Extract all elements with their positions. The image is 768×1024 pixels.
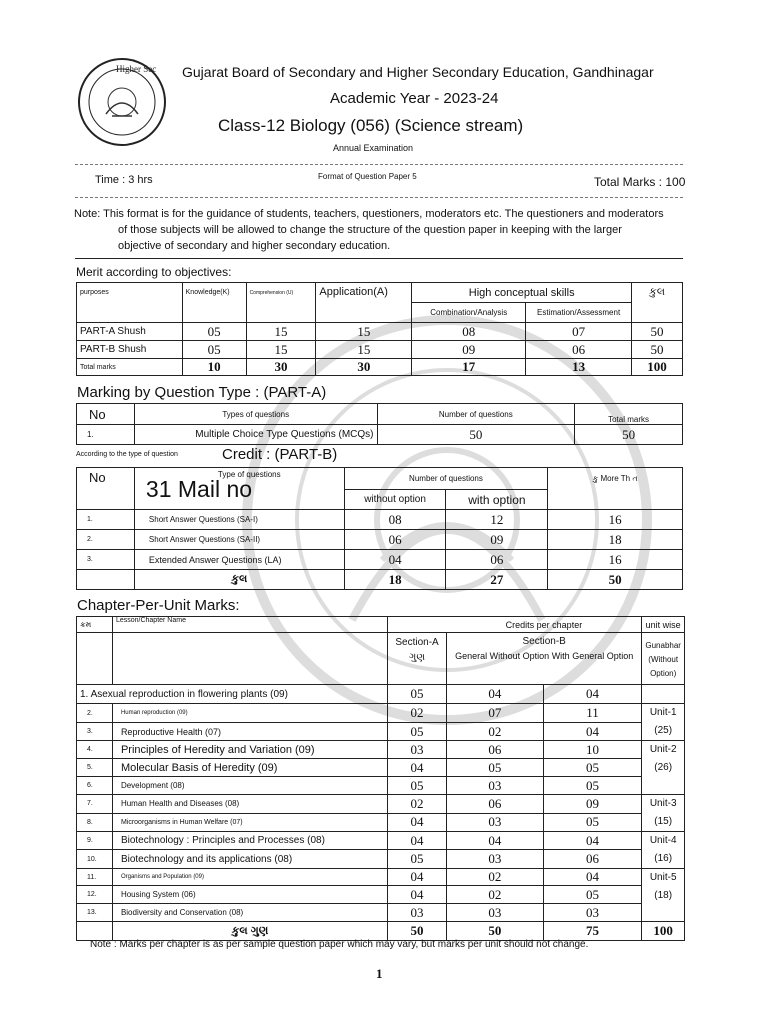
cell: 12. [77,886,113,904]
cell: 16 [548,510,683,530]
cell: 08 [344,510,446,530]
cell [642,685,685,704]
cell: 03 [447,904,544,922]
cell: 50 [447,922,544,941]
col-header: unit wise [642,617,685,633]
unit-name: Unit-1 [649,707,677,718]
cell: 05 [388,723,447,741]
cell: Molecular Basis of Heredity (09) [112,759,387,777]
cell: 05 [543,813,642,832]
col-header [134,468,344,510]
cell: 04 [543,723,642,741]
section-b-sub: General Without Option With General Option [455,651,634,661]
cell: 08 [412,323,526,341]
total-marks: Total Marks : 100 [594,175,686,189]
table-row [77,759,685,777]
cell: 18 [548,530,683,550]
cell: 3. [77,550,135,570]
course-title: Class-12 Biology (056) (Science stream) [218,116,524,135]
table-row [77,704,685,723]
cell: 16 [548,550,683,570]
cell: 05 [388,850,447,869]
unit-name: Unit-3 [649,798,677,809]
cell: 10 [543,741,642,759]
cell: 02 [447,886,544,904]
cell: Principles of Heredity and Variation (09) [112,741,387,759]
cell: 1. [77,510,135,530]
cell: 50 [377,425,575,445]
row-label: Total marks [77,359,183,376]
part-b-caption: According to the type of question [76,451,178,458]
cell: 30 [316,359,412,376]
cell: 04 [388,869,447,886]
cell: 15 [316,341,412,359]
note-line: Note: This format is for the guidance of students, teachers, questioners, moderators etc. The questioners and moderators [74,208,664,220]
merit-heading: Merit according to objectives: [76,265,232,279]
cell: 04 [543,832,642,850]
cell: 11. [77,869,113,886]
cell: Biotechnology and its applications (08) [112,850,387,869]
table-row [77,550,683,570]
cell: Short Answer Questions (SA-I) [134,510,344,530]
cell: 2. [77,704,113,723]
cell: 50 [632,341,683,359]
unit-marks: (18) [654,890,673,901]
table-row [77,795,685,814]
table-row [77,323,683,341]
col-header: Application(A) [316,283,412,323]
cell: 7. [77,795,113,814]
col-header: purposes [77,283,183,323]
col-header: Types of questions [134,404,377,425]
table-row [77,850,685,869]
unit-marks: (26) [654,762,673,773]
col-header: કુ More Th ત [548,468,683,510]
col-header: Number of questions [344,468,548,490]
cell: 100 [642,922,685,941]
academic-year: Academic Year - 2023-24 [330,90,499,107]
table-row [77,777,685,795]
divider [75,164,683,165]
cell: 75 [543,922,642,941]
cell [77,570,135,590]
cell: 11 [543,704,642,723]
cell: 05 [182,341,246,359]
cell: Reproductive Health (07) [112,723,387,741]
cell: 04 [388,759,447,777]
cell: 03 [388,904,447,922]
section-a-sub: ગુણ [409,652,426,663]
cell: 05 [543,777,642,795]
cell: 07 [447,704,544,723]
cell: 17 [412,359,526,376]
cell: 03 [543,904,642,922]
part-a-table [76,403,683,445]
cell: 9. [77,832,113,850]
cell: 06 [543,850,642,869]
col-header: without option [344,490,446,510]
footer-note: Note : Marks per chapter is as per sample question paper which may vary, but marks per unit should not change. [90,939,589,950]
cell: 06 [446,550,548,570]
cell: 06 [344,530,446,550]
cell: 13 [526,359,632,376]
board-logo [76,56,168,148]
type-header: Type of questions [217,470,281,479]
cell: 02 [447,869,544,886]
unit-marks: (16) [654,853,673,864]
col-header: Lesson/Chapter Name [112,617,387,633]
unit-name: Unit-4 [649,835,677,846]
unit-cell [642,832,685,869]
cell: 3. [77,723,113,741]
cell: 02 [447,723,544,741]
cell: 04 [388,813,447,832]
unit-marks: (25) [654,725,673,736]
table-row [77,922,685,941]
cell: 100 [632,359,683,376]
unit-sub: (Without [648,655,679,664]
cell: 05 [182,323,246,341]
merit-table [76,282,683,376]
divider [75,258,683,259]
cell: 06 [526,341,632,359]
col-header [388,633,447,685]
cell: 05 [388,685,447,704]
chapters-heading: Chapter-Per-Unit Marks: [77,597,240,614]
unit-sub: Gunabhar [645,641,681,650]
cell: 18 [344,570,446,590]
guidance-note [74,206,686,254]
cell: Biodiversity and Conservation (08) [112,904,387,922]
cell: 12 [446,510,548,530]
cell: 09 [412,341,526,359]
col-header: No [77,404,135,425]
col-header: ક્રમ [77,617,113,633]
cell: Organisms and Population (09) [112,869,387,886]
unit-cell [642,795,685,832]
exam-type: Annual Examination [333,143,414,153]
page-number: 1 [376,966,383,981]
section-a-label: Section-A [395,637,439,648]
cell: 50 [575,425,683,445]
cell: 06 [447,741,544,759]
cell: 04 [388,886,447,904]
cell: 06 [447,795,544,814]
cell: કુલ [134,570,344,590]
table-row [77,904,685,922]
part-b-table [76,467,683,590]
col-header [447,633,642,685]
chapter-rows [77,685,685,922]
cell: Biotechnology : Principles and Processes (08) [112,832,387,850]
col-header: with option [446,490,548,510]
col-header: Total marks [575,404,683,425]
cell: 15 [316,323,412,341]
paper-format: Format of Question Paper 5 [318,172,417,181]
unit-name: Unit-2 [649,744,677,755]
col-header: Comprehension (U) [246,283,316,323]
cell: 05 [388,777,447,795]
table-row [77,510,683,530]
col-header: Knowledge(K) [182,283,246,323]
table-row [77,813,685,832]
cell: 03 [447,813,544,832]
cell: 07 [526,323,632,341]
cell: 03 [447,777,544,795]
note-line: of those subjects will be allowed to change the structure of the question paper in keeping with the larger [118,224,622,236]
col-header: Estimation/Assessment [526,303,632,323]
cell [77,922,113,941]
exam-time: Time : 3 hrs [95,174,153,186]
table-row [77,869,685,886]
col-header: Number of questions [377,404,575,425]
col-header: High conceptual skills [412,283,632,303]
cell: Extended Answer Questions (LA) [134,550,344,570]
cell: 02 [388,795,447,814]
cell: 04 [543,869,642,886]
table-row [77,530,683,550]
cell: 13. [77,904,113,922]
part-b-heading: Credit : (PART-B) [222,446,338,463]
cell: 03 [447,850,544,869]
cell: Housing System (06) [112,886,387,904]
cell: Development (08) [112,777,387,795]
cell: 04 [388,832,447,850]
col-header: કુલ [632,283,683,323]
unit-name: Unit-5 [649,872,677,883]
unit-marks: (15) [654,816,673,827]
table-row [77,425,683,445]
cell: 30 [246,359,316,376]
col-header: Credits per chapter [447,617,642,633]
col-header: Combination/Analysis [412,303,526,323]
unit-cell [642,704,685,741]
part-a-heading: Marking by Question Type : (PART-A) [77,384,327,401]
cell [388,617,447,633]
cell: 04 [543,685,642,704]
table-row [77,341,683,359]
unit-cell [642,869,685,922]
cell: 15 [246,341,316,359]
table-row [77,741,685,759]
cell: 50 [388,922,447,941]
cell: Human reproduction (09) [112,704,387,723]
section-b-label: Section-B [522,636,566,647]
table-row [77,723,685,741]
table-row [77,886,685,904]
cell: 50 [632,323,683,341]
unit-sub: Option) [650,669,677,678]
cell [77,633,113,685]
table-row [77,832,685,850]
divider [75,197,683,198]
col-header [642,633,685,685]
cell: 09 [446,530,548,550]
cell: 1. [77,425,135,445]
cell: 04 [447,685,544,704]
row-label: PART-B Shush [77,341,183,359]
cell: 05 [543,886,642,904]
table-row [77,359,683,376]
cell: 50 [548,570,683,590]
cell: Short Answer Questions (SA-II) [134,530,344,550]
table-row [77,570,683,590]
cell: 05 [447,759,544,777]
cell: 03 [388,741,447,759]
cell: Human Health and Diseases (08) [112,795,387,814]
cell: 10. [77,850,113,869]
cell: 04 [344,550,446,570]
col-header: No [77,468,135,510]
cell: 6. [77,777,113,795]
cell: 04 [447,832,544,850]
unit-cell [642,741,685,795]
cell: 10 [182,359,246,376]
cell: 2. [77,530,135,550]
table-row [77,685,685,704]
cell: 02 [388,704,447,723]
cell: Microorganisms in Human Welfare (07) [112,813,387,832]
svg-text:Higher Sec: Higher Sec [116,64,157,74]
cell: 27 [446,570,548,590]
cell: કુલ ગુણ [112,922,387,941]
overlay-text: 31 Mail no [145,476,253,502]
cell: 15 [246,323,316,341]
cell: 5. [77,759,113,777]
cell: 05 [543,759,642,777]
cell [112,633,387,685]
row-label: PART-A Shush [77,323,183,341]
cell: 4. [77,741,113,759]
cell: 8. [77,813,113,832]
note-line: objective of secondary and higher secondary education. [118,240,391,252]
cell: 1. Asexual reproduction in flowering plants (09) [77,685,388,704]
board-name: Gujarat Board of Secondary and Higher Secondary Education, Gandhinagar [182,64,654,80]
chapters-table [76,616,685,941]
cell: 09 [543,795,642,814]
cell: Multiple Choice Type Questions (MCQs) [134,425,377,445]
